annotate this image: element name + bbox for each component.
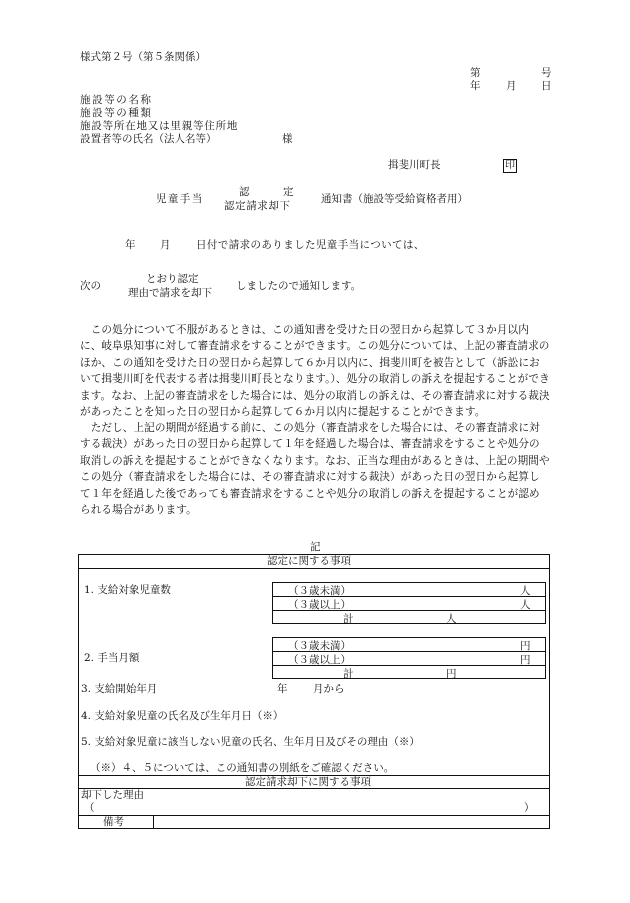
ki-mark: 記 — [310, 541, 321, 553]
rejection-reason-paren-open: （ — [84, 802, 95, 814]
addressee-facility-name: 施設等の名称 — [80, 94, 153, 106]
item1-label: 1. 支給対象児童数 — [84, 584, 171, 596]
item2-over3-label: （３歳以上） — [288, 654, 351, 666]
approval-header-divider — [78, 568, 550, 569]
intro-option-top: とおり認定 — [146, 273, 199, 285]
intro-option-bottom: 理由で請求を却下 — [128, 287, 212, 299]
rejection-reason-label: 却下した理由 — [81, 789, 144, 801]
intro-line1-rest: 日付で請求のありました児童手当については、 — [196, 239, 425, 251]
doc-number-dai: 第 — [470, 67, 481, 79]
item5-label: 5. 支給対象児童に該当しない児童の氏名、生年月日及びその理由（※） — [81, 736, 420, 748]
intro-month: 月 — [160, 239, 171, 251]
approval-header: 認定に関する事項 — [267, 555, 351, 567]
item3-month: 月から — [313, 683, 345, 695]
approval-note: （※）４、５については、この通知書の別紙をご確認ください。 — [90, 762, 395, 774]
item2-total-label: 計 — [343, 668, 354, 680]
notice-paragraph-1: この処分について不服があるときは、この通知書を受けた日の翌日から起算して３か月以内に、岐阜県知事に対して審査請求をすることができます。この処分については、上記の審査請求のほか、この通知を受けた日の翌日から起算して６か月以内に、揖斐川町を被告として（訴訟において揖斐川町を代表する者は揖斐川町長となります。）、処分の取消しの訴えを提起することができます。なお、上記の審査請求をした場合には、処分の取消しの訴えは、その審査請求に対する裁決があったことを知った日の翌日から起算して６か月以内に提起することができます。 — [80, 324, 550, 419]
date-month: 月 — [506, 80, 517, 92]
date-day: 日 — [541, 80, 552, 92]
addressee-owner-name: 設置者等の氏名（法人名等） — [80, 133, 217, 145]
item3-year: 年 — [277, 683, 288, 695]
date-year: 年 — [470, 80, 481, 92]
remarks-col-divider — [153, 815, 154, 829]
item1-under3-unit: 人 — [520, 585, 531, 597]
issuer-name: 揖斐川町長 — [388, 159, 441, 171]
issuer-seal — [503, 159, 517, 173]
item1-total-label: 計 — [343, 613, 354, 625]
remarks-label: 備考 — [103, 816, 124, 828]
item1-over3-label: （３歳以上） — [288, 599, 351, 611]
honorific: 様 — [282, 133, 293, 145]
title-option-top-a: 認 — [239, 186, 250, 198]
doc-number-go: 号 — [541, 67, 552, 79]
title-suffix: 通知書（施設等受給資格者用） — [321, 193, 468, 205]
item1-over3-unit: 人 — [520, 599, 531, 611]
item3-label: 3. 支給開始年月 — [81, 683, 158, 695]
remarks-divider — [78, 815, 550, 816]
addressee-address: 施設等所在地又は里親等住所地 — [80, 120, 239, 132]
title-option-bottom: 認定請求却下 — [224, 200, 291, 212]
item4-label: 4. 支給対象児童の氏名及び生年月日（※） — [81, 710, 284, 722]
title-prefix: 児童手当 — [156, 193, 204, 205]
notice-paragraph-2: ただし、上記の期間が経過する前に、この処分（審査請求をした場合には、その審査請求に対する裁決）があった日の翌日から起算して１年を経過した場合は、審査請求をすることや処分の取消しの訴えを提起することができなくなります。なお、正当な理由があるときは、上記の期間やこの処分（審査請求をした場合には、その審査請求に対する裁決）があった日の翌日から起算して１年を経過した後であっても審査請求をすることや処分の取消しの訴えを提起することが認められる場合があります。 — [80, 422, 550, 517]
intro-line2-prefix: 次の — [80, 280, 101, 292]
item2-over3-unit: 円 — [520, 654, 531, 666]
item2-total-unit: 円 — [446, 668, 457, 680]
seal-icon: 印 — [505, 160, 515, 171]
item2-under3-label: （３歳未満） — [288, 640, 351, 652]
intro-line2-suffix: しましたので通知します。 — [236, 280, 362, 292]
intro-year: 年 — [125, 239, 136, 251]
item1-total-unit: 人 — [446, 613, 457, 625]
item2-label: 2. 手当月額 — [84, 652, 140, 664]
addressee-facility-type: 施設等の種類 — [80, 107, 153, 119]
item1-under3-label: （３歳未満） — [288, 585, 351, 597]
form-number: 様式第２号（第５条関係） — [80, 51, 206, 63]
rejection-header: 認定請求却下に関する事項 — [245, 776, 371, 788]
title-option-top-b: 定 — [283, 186, 294, 198]
rejection-reason-paren-close: ） — [524, 802, 535, 814]
item2-under3-unit: 円 — [520, 640, 531, 652]
